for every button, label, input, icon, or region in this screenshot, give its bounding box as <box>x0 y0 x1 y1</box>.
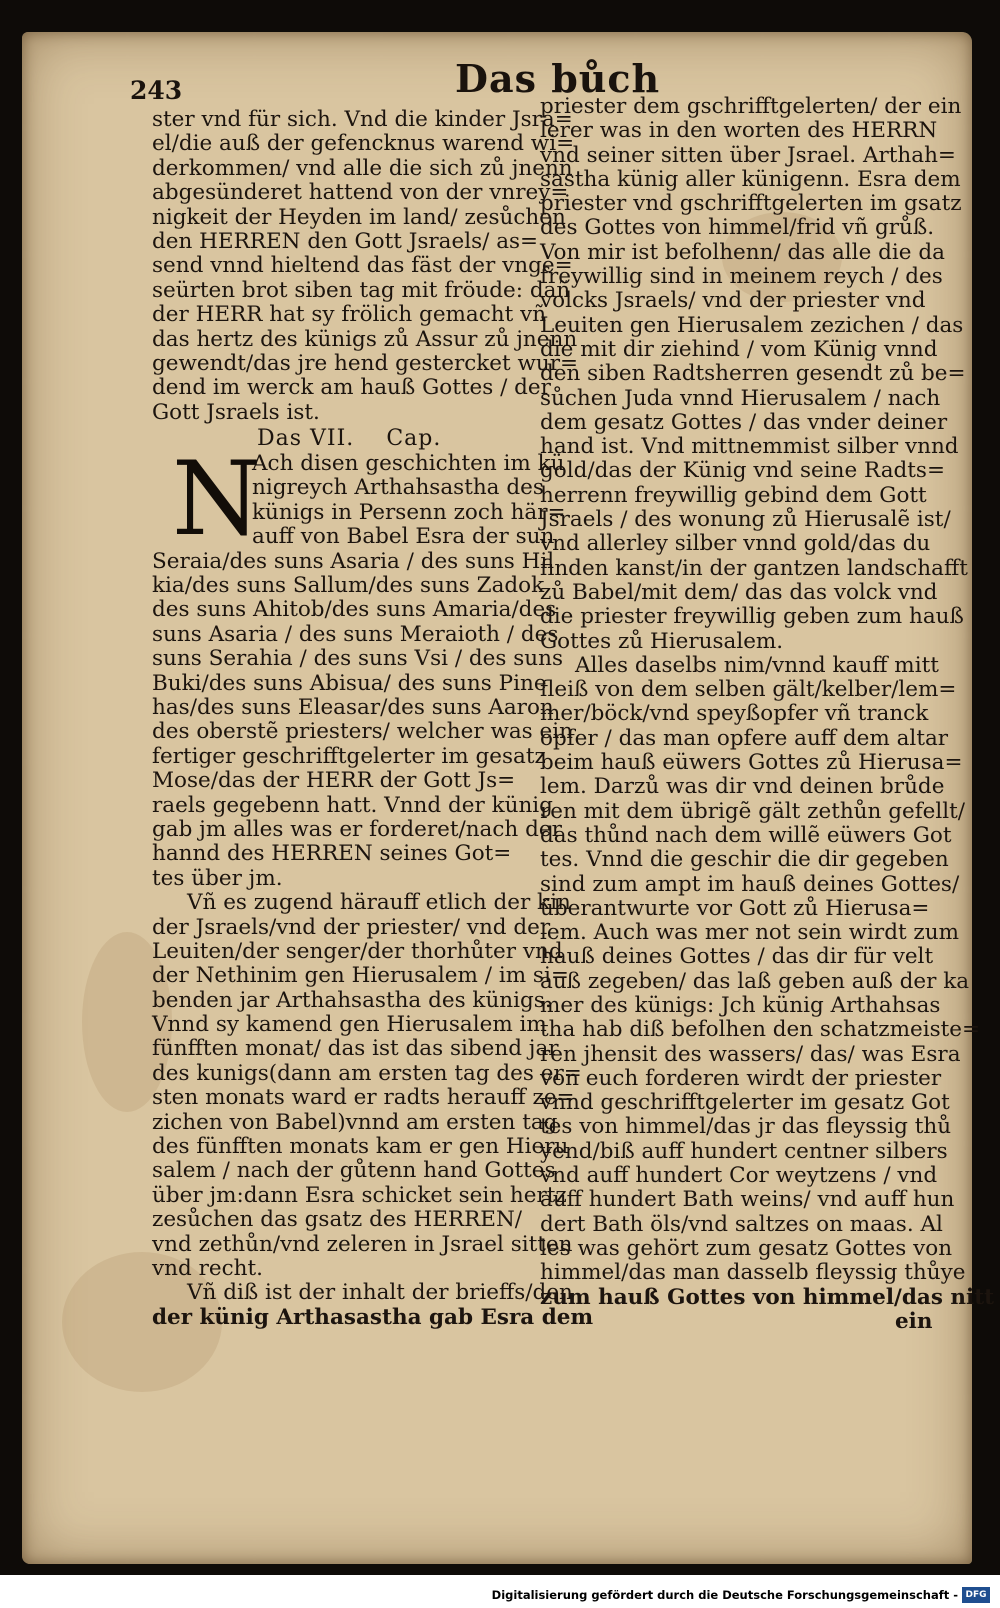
text-line: tes von himmel/das jr das fleyssig thů <box>540 1114 952 1140</box>
text-line: opfer / das man opfere auff dem altar <box>540 725 949 751</box>
text-line: überantwurte vor Gott zů Hierusa= <box>540 895 930 921</box>
running-head: Das bůch <box>455 56 661 101</box>
text-line: der Nethinim gen Hierusalem / im si= <box>152 963 569 989</box>
text-line: benden jar Arthahsastha des künigs. <box>152 987 552 1013</box>
text-line: yend/biß auff hundert centner silbers <box>540 1138 948 1164</box>
text-line: nigkeit der Heyden im land/ zesůchen <box>152 204 566 230</box>
text-line: dert Bath öls/vnd saltzes on maas. Al <box>540 1211 943 1237</box>
dfg-logo: DFG <box>962 1587 990 1603</box>
text-line: auff hundert Bath weins/ vnd auff hun <box>540 1187 955 1213</box>
text-line: fertiger geschrifftgelerter im gesatz <box>152 743 546 769</box>
text-line: sten monats ward er radts herauff ze= <box>152 1085 575 1111</box>
text-line: Von mir ist befolhenn/ das alle die da <box>540 239 945 265</box>
text-line: kia/des suns Sallum/des suns Zadok <box>152 573 545 599</box>
initial-block <box>152 440 566 560</box>
text-line: den siben Radtsherren gesendt zů be= <box>540 361 966 387</box>
text-line: send vnnd hieltend das fäst der vnge= <box>152 253 573 279</box>
text-line: des suns Ahitob/des suns Amaria/des <box>152 597 557 623</box>
text-line: die priester freywillig geben zum hauß <box>540 604 964 630</box>
text-line: finden kanst/in der gantzen landschafft <box>540 555 968 581</box>
text-line: suns Asaria / des suns Meraioth / des <box>152 621 559 647</box>
text-line: mer/böck/vnd speyßopfer vñ tranck <box>540 701 929 727</box>
text-line: abgesünderet hattend von der vnrey= <box>152 180 569 206</box>
text-line: auff von Babel Esra der sun <box>252 524 555 550</box>
text-line: freywillig sind in meinem reych / des <box>540 264 943 290</box>
text-line: dem gesatz Gottes / das vnder deiner <box>540 409 948 435</box>
text-line: fleiß von dem selben gält/kelber/lem= <box>540 677 957 703</box>
text-line: seürten brot siben tag mit fröude: dañ <box>152 277 571 303</box>
text-line: lem. Darzů was dir vnd deinen brůde <box>540 774 945 800</box>
left-lines-c <box>152 914 582 1282</box>
text-line: sind zum ampt im hauß deines Gottes/ <box>540 871 960 897</box>
text-line: dend im werck am hauß Gottes / der <box>152 375 551 401</box>
text-line: Gottes zů Hierusalem. <box>540 628 784 654</box>
text-line: vnd auff hundert Cor weytzens / vnd <box>540 1163 938 1189</box>
text-line: das hertz des künigs zů Assur zů jnenn <box>152 326 578 352</box>
text-line: suns Serahia / des suns Vsi / des suns <box>152 646 564 672</box>
text-line: sastha künig aller künigenn. Esra dem <box>540 166 961 192</box>
catchword: ein <box>895 1308 933 1334</box>
text-line: gewendt/das jre hend gestercket wur= <box>152 350 579 376</box>
text-line: volcks Jsraels/ vnd der priester vnd <box>540 288 926 314</box>
text-line: ren mit dem übrigẽ gält zethůn gefellt/ <box>540 798 966 824</box>
text-line: raels gegebenn hatt. Vnnd der künig <box>152 792 553 818</box>
text-line: gold/das der Künig vnd seine Radts= <box>540 458 945 484</box>
text-line: lem. Auch was mer not sein wirdt zum <box>540 920 959 946</box>
text-line: des oberstẽ priesters/ welcher was ein <box>152 719 573 745</box>
text-line: Leuiten gen Hierusalem zezichen / das <box>540 312 964 338</box>
text-line: vnnd geschrifftgelerter im gesatz Got <box>540 1090 950 1116</box>
left-lines-b <box>152 548 573 891</box>
text-line: Mose/das der HERR der Gott Js= <box>152 768 516 794</box>
text-line: tes. Vnnd die geschir die dir gegeben <box>540 847 949 873</box>
text-line: priester vnd gschrifftgelerten im gsatz <box>540 191 962 217</box>
text-line: mer des künigs: Jch künig Arthahsas <box>540 992 941 1018</box>
text-line: der Jsraels/vnd der priester/ vnd der <box>152 914 551 940</box>
text-line: vnd seiner sitten über Jsrael. Arthah= <box>540 142 956 168</box>
left-lines-a <box>152 107 579 425</box>
right-lines-b <box>540 677 995 1310</box>
text-line: sůchen Juda vnnd Hierusalem / nach <box>540 385 941 411</box>
text-line: Ach disen geschichten im kü <box>252 451 565 477</box>
right-lines-a <box>540 94 968 654</box>
footer-credit: Digitalisierung gefördert durch die Deutsche Forschungsgemeinschaft - <box>491 1588 958 1602</box>
text-line: ster vnd für sich. Vnd die kinder Jsra= <box>152 107 573 132</box>
left-column <box>152 107 594 1330</box>
text-line: tha hab diß befolhen den schatzmeiste= <box>540 1017 981 1043</box>
text-line: priester dem gschrifftgelerten/ der ein <box>540 94 962 119</box>
text-line: auß zegeben/ das laß geben auß der ka <box>540 968 970 994</box>
text-line: zesůchen das gsatz des HERREN/ <box>152 1207 523 1233</box>
drop-initial: N <box>172 440 262 560</box>
text-line: hauß deines Gottes / das dir für velt <box>540 944 934 970</box>
text-line: über jm:dann Esra schicket sein hertz <box>152 1182 567 1208</box>
text-line: el/die auß der gefencknus warend wi= <box>152 131 575 157</box>
paragraph-first-line: Alles daselbs nim/vnnd kauff mitt <box>575 652 939 678</box>
text-line: vnd recht. <box>152 1255 263 1281</box>
text-line: Seraia/des suns Asaria / des suns Hil <box>152 548 555 574</box>
text-line: Gott Jsraels ist. <box>152 399 320 425</box>
text-line: beim hauß eüwers Gottes zů Hierusa= <box>540 750 963 776</box>
chapter-cap: Cap. <box>386 426 442 452</box>
text-line: Buki/des suns Abisua/ des suns Pine <box>152 670 547 696</box>
text-line: hannd des HERREN seines Got= <box>152 841 512 867</box>
paragraph-first-line: Vñ diß ist der inhalt der brieffs/den <box>187 1280 573 1306</box>
text-line: salem / nach der gůtenn hand Gottes <box>152 1158 556 1184</box>
text-line: herrenn freywillig gebind dem Gott <box>540 482 927 508</box>
text-line: has/des suns Eleasar/des suns Aaron <box>152 694 554 720</box>
text-line: zichen von Babel)vnnd am ersten tag <box>152 1109 558 1135</box>
chapter-label: Das VII. <box>257 426 355 452</box>
text-line: fünfften monat/ das ist das sibend jar <box>152 1036 559 1062</box>
text-line: des kunigs(dann am ersten tag des er= <box>152 1060 582 1086</box>
text-line: nigreych Arthahsastha des <box>252 475 544 501</box>
text-line: Vnnd sy kamend gen Hierusalem im <box>152 1012 547 1038</box>
text-line: ren jhensit des wassers/ das/ was Esra <box>540 1041 961 1067</box>
text-line: Jsraels / des wonung zů Hierusalẽ ist/ <box>540 507 951 533</box>
text-line: zum hauß Gottes von himmel/das nitt <box>540 1284 995 1310</box>
text-line: tes über jm. <box>152 865 283 891</box>
text-line: zů Babel/mit dem/ das das volck vnd <box>540 579 938 605</box>
text-line: der HERR hat sy frölich gemacht vñ <box>152 302 547 328</box>
text-line: Leuiten/der senger/der thorhůter vnd <box>152 938 563 964</box>
text-line: gab jm alles was er forderet/nach der <box>152 816 562 842</box>
text-line: vnd zethůn/vnd zeleren in Jsrael sitten <box>152 1231 573 1257</box>
text-line: lerer was in den worten des HERRN <box>540 118 938 144</box>
text-line: hand ist. Vnd mittnemmist silber vnnd <box>540 434 959 460</box>
text-line: der künig Arthasastha gab Esra dem <box>152 1304 594 1330</box>
text-line: des fünfften monats kam er gen Hieru <box>152 1134 569 1160</box>
text-line: des Gottes von himmel/frid vñ grůß. <box>540 215 935 241</box>
text-line: von euch forderen wirdt der priester <box>540 1065 942 1091</box>
text-line: die mit dir ziehind / vom Künig vnnd <box>540 336 938 362</box>
text-line: himmel/das man dasselb fleyssig thůye <box>540 1260 966 1286</box>
page-number: 243 <box>130 76 183 105</box>
paragraph-first-line: Vñ es zugend härauff etlich der kin <box>187 890 571 916</box>
text-line: derkommen/ vnd alle die sich zů jnenn <box>152 155 573 181</box>
text-line: les was gehört zum gesatz Gottes von <box>540 1235 953 1261</box>
text-line: den HERREN den Gott Jsraels/ as= <box>152 228 539 254</box>
text-line: vnd allerley silber vnnd gold/das du <box>540 531 931 557</box>
text-line: das thůnd nach dem willẽ eüwers Got <box>540 822 952 848</box>
right-column <box>540 94 995 1334</box>
text-line: künigs in Persenn zoch här= <box>252 499 566 525</box>
